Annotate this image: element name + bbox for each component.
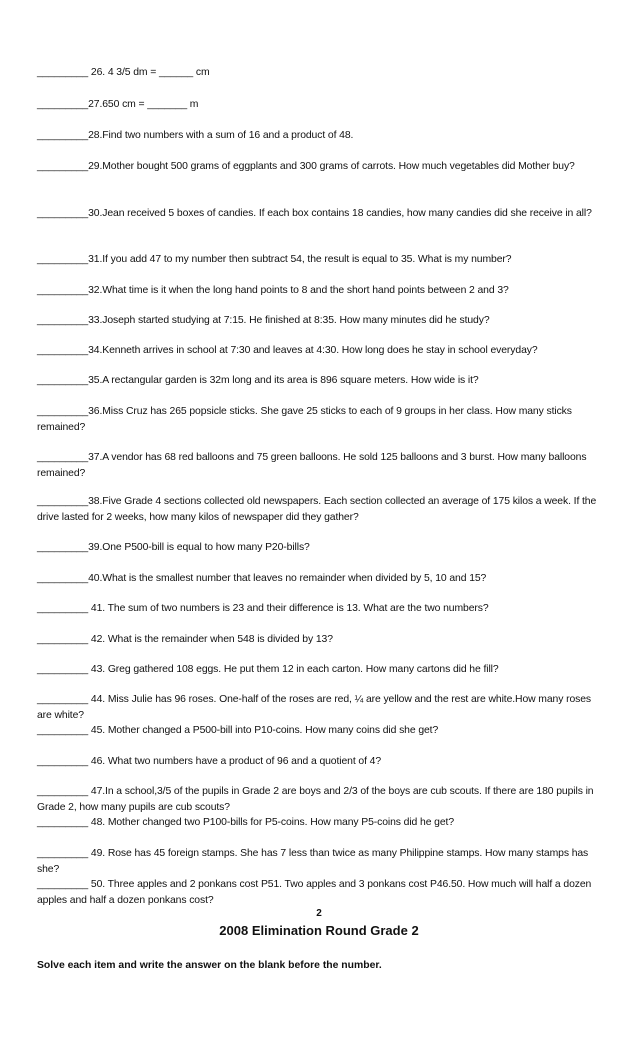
instructions: Solve each item and write the answer on the blank before the number. bbox=[37, 960, 382, 971]
question-46: _________ 46. What two numbers have a product of 96 and a quotient of 4? bbox=[37, 756, 382, 767]
question-43: _________ 43. Greg gathered 108 eggs. He put them 12 in each carton. How many cartons did he fill? bbox=[37, 664, 499, 675]
question-47: _________ 47.In a school,3/5 of the pupils in Grade 2 are boys and 2/3 of the boys are cub scouts. If there are 180 pupils in Grade 2, how many pupils are cub scouts? bbox=[37, 786, 594, 813]
question-45: _________ 45. Mother changed a P500-bill into P10-coins. How many coins did she get? bbox=[37, 725, 439, 736]
question-49: _________ 49. Rose has 45 foreign stamps. She has 7 less than twice as many Philippine stamps. How many stamps has she? bbox=[37, 848, 589, 875]
question-50: _________ 50. Three apples and 2 ponkans cost P51. Two apples and 3 ponkans cost P46.50. How much will half a dozen apples and half a dozen ponkans cost? bbox=[37, 879, 592, 906]
question-36: _________36.Miss Cruz has 265 popsicle sticks. She gave 25 sticks to each of 9 groups in her class. How many sticks remained? bbox=[37, 406, 572, 433]
question-30: _________30.Jean received 5 boxes of candies. If each box contains 18 candies, how many candies did she receive in all? bbox=[37, 208, 592, 219]
question-35: _________35.A rectangular garden is 32m long and its area is 896 square meters. How wide is it? bbox=[37, 375, 479, 386]
section-title: 2008 Elimination Round Grade 2 bbox=[219, 923, 419, 938]
question-34: _________34.Kenneth arrives in school at 7:30 and leaves at 4:30. How long does he stay in school everyday? bbox=[37, 345, 538, 356]
page-number: 2 bbox=[316, 908, 322, 919]
question-29: _________29.Mother bought 500 grams of eggplants and 300 grams of carrots. How much vegetables did Mother buy? bbox=[37, 161, 575, 172]
question-32: _________32.What time is it when the long hand points to 8 and the short hand points between 2 and 3? bbox=[37, 285, 509, 296]
question-40: _________40.What is the smallest number that leaves no remainder when divided by 5, 10 and 15? bbox=[37, 573, 487, 584]
question-26: _________ 26. 4 3/5 dm = ______ cm bbox=[37, 67, 210, 78]
question-38: _________38.Five Grade 4 sections collected old newspapers. Each section collected an average of 175 kilos a week. If the drive lasted for 2 weeks, how many kilos of newspaper did they gather? bbox=[37, 496, 597, 523]
question-41: _________ 41. The sum of two numbers is 23 and their difference is 13. What are the two numbers? bbox=[37, 603, 489, 614]
question-44: _________ 44. Miss Julie has 96 roses. One-half of the roses are red, ¼ are yellow and the rest are white.How many roses are white? bbox=[37, 694, 592, 721]
question-37: _________37.A vendor has 68 red balloons and 75 green balloons. He sold 125 balloons and 3 burst. How many balloons remained? bbox=[37, 452, 587, 479]
question-48: _________ 48. Mother changed two P100-bills for P5-coins. How many P5-coins did he get? bbox=[37, 817, 454, 828]
question-33: _________33.Joseph started studying at 7:15. He finished at 8:35. How many minutes did he study? bbox=[37, 315, 490, 326]
question-27: _________27.650 cm = _______ m bbox=[37, 99, 199, 110]
question-31: _________31.If you add 47 to my number then subtract 54, the result is equal to 35. What is my number? bbox=[37, 254, 512, 265]
question-39: _________39.One P500-bill is equal to how many P20-bills? bbox=[37, 542, 310, 553]
question-42: _________ 42. What is the remainder when 548 is divided by 13? bbox=[37, 634, 333, 645]
question-28: _________28.Find two numbers with a sum of 16 and a product of 48. bbox=[37, 130, 354, 141]
